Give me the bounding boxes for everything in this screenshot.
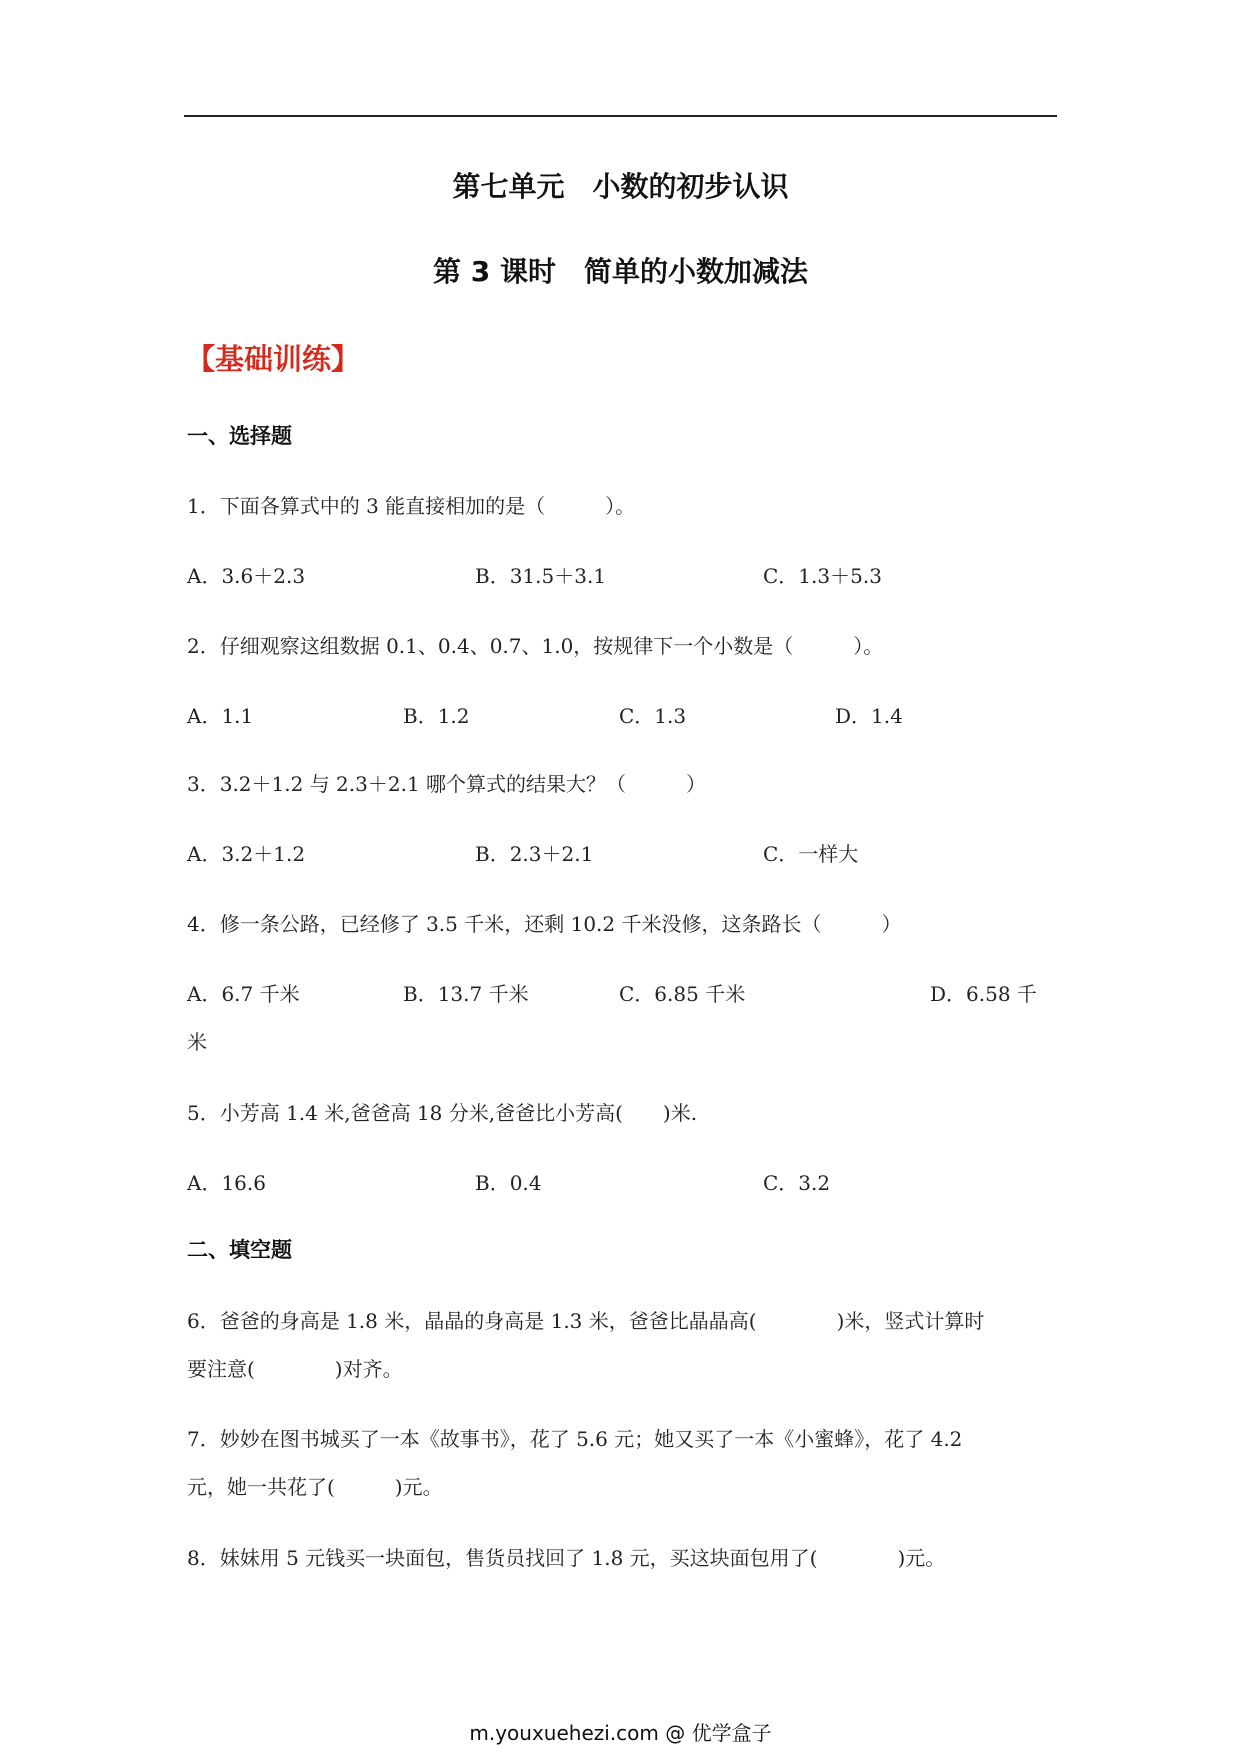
section-banner: 【基础训练】 [186,342,361,376]
q3-option-b: B．2.3＋2.1 [475,842,594,866]
question-8: 8．妹妹用 5 元钱买一块面包，售货员找回了 1.8 元，买这块面包用了( )元。 [187,1546,946,1570]
q2-option-b: B．1.2 [403,704,470,728]
question-1: 1．下面各算式中的 3 能直接相加的是（ ）。 [187,494,636,518]
q2-option-a: A．1.1 [187,704,254,728]
q4-option-a: A．6.7 千米 [187,982,300,1006]
unit-title: 第七单元 小数的初步认识 [452,170,789,203]
question-6-line-2: 要注意( )对齐。 [187,1357,403,1381]
header-rule [184,115,1057,117]
question-6-line-1: 6．爸爸的身高是 1.8 米，晶晶的身高是 1.3 米，爸爸比晶晶高( )米，竖式计算时 [187,1309,985,1333]
q3-option-c: C．一样大 [763,842,859,866]
section-choice-heading: 一、选择题 [187,424,292,448]
q3-option-a: A．3.2＋1.2 [187,842,306,866]
q4-option-d: D．6.58 千 [930,982,1037,1006]
question-3: 3．3.2＋1.2 与 2.3＋2.1 哪个算式的结果大？（ ） [187,772,707,796]
question-4: 4．修一条公路，已经修了 3.5 千米，还剩 10.2 千米没修，这条路长（ ） [187,912,902,936]
lesson-title: 第 3 课时 简单的小数加减法 [433,255,808,288]
question-2: 2．仔细观察这组数据 0.1、0.4、0.7、1.0，按规律下一个小数是（ ）。 [187,634,884,658]
q1-option-a: A．3.6＋2.3 [187,564,306,588]
question-7-line-1: 7．妙妙在图书城买了一本《故事书》，花了 5.6 元；她又买了一本《小蜜蜂》，花了 4.2 [187,1427,963,1451]
q1-option-b: B．31.5＋3.1 [475,564,607,588]
q4-option-c: C．6.85 千米 [619,982,746,1006]
q5-option-c: C．3.2 [763,1171,831,1195]
q2-option-d: D．1.4 [835,704,903,728]
q5-option-a: A．16.6 [187,1171,266,1195]
footer-watermark: m.youxuehezi.com @ 优学盒子 [469,1721,772,1745]
q1-option-c: C．1.3＋5.3 [763,564,882,588]
q4-option-d-continued: 米 [187,1030,207,1054]
q4-option-b: B．13.7 千米 [403,982,529,1006]
question-7-line-2: 元，她一共花了( )元。 [187,1475,443,1499]
q5-option-b: B．0.4 [475,1171,542,1195]
section-fill-heading: 二、填空题 [187,1238,292,1262]
q2-option-c: C．1.3 [619,704,687,728]
question-5: 5．小芳高 1.4 米,爸爸高 18 分米,爸爸比小芳高( )米. [187,1101,698,1125]
